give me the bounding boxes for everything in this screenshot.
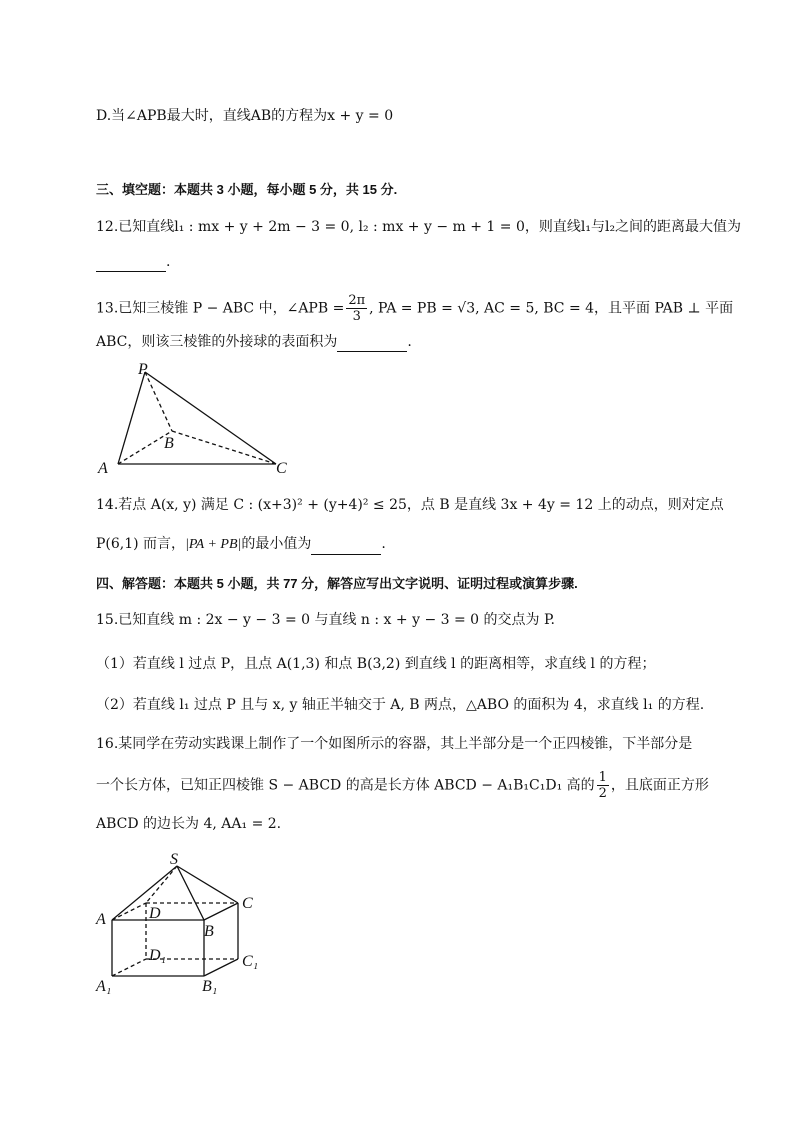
label-A: A (96, 911, 106, 928)
edge-B1C1 (204, 959, 238, 976)
edge-SD (146, 866, 177, 903)
q13-pyramid-figure (90, 358, 300, 480)
label-B: B (204, 923, 214, 940)
q13-text-b: , PA = PB = √3, AC = 5, BC = 4，且平面 PAB ⊥ 平面 (369, 300, 734, 317)
q13-stem-line1 (96, 293, 733, 324)
q16-fraction (597, 770, 609, 801)
q16-stem-line2 (96, 770, 709, 801)
q13-text-c: ABC，则该三棱锥的外接球的表面积为 (96, 334, 338, 350)
label-C: C (242, 895, 253, 912)
q16-stem-line3: ABCD 的边长为 4, AA₁ = 2. (96, 816, 282, 832)
label-S: S (170, 851, 178, 868)
q15-stem: 15.已知直线 m : 2x − y − 3 = 0 与直线 n : x + y − 3 = 0 的交点为 P. (96, 612, 556, 628)
q13-frac-num: 2π (348, 293, 366, 308)
q14-text-c: . (381, 536, 386, 552)
q15-part1: （1）若直线 l 过点 P，且点 A(1,3) 和点 B(3,2) 到直线 l 的距离相等，求直线 l 的方程； (96, 656, 656, 672)
q14-vector-expression: |PA + PB| (185, 537, 242, 552)
q13-answer-blank[interactable] (337, 337, 407, 352)
label-B1: B₁ (202, 978, 218, 995)
section-3-heading: 三、填空题：本题共 3 小题，每小题 5 分，共 15 分. (96, 182, 398, 197)
q13-text-a: 13.已知三棱锥 P − ABC 中，∠APB = (96, 300, 345, 317)
edge-SA (112, 866, 177, 920)
edge-BC (204, 903, 238, 920)
label-C1: C₁ (242, 953, 259, 970)
q16-text-a: 一个长方体，已知正四棱锥 S − ABCD 的高是长方体 ABCD − A₁B₁C₁D₁ 高的 (96, 777, 595, 794)
edge-BC (172, 431, 276, 464)
q12-answer-line (96, 252, 170, 272)
label-D1: D₁ (149, 947, 167, 964)
label-B: B (164, 435, 174, 452)
q12-tail: . (166, 254, 171, 270)
q16-frac-den: 2 (598, 786, 607, 801)
q12-stem: 12.已知直线l₁ : mx + y + 2m − 3 = 0, l₂ : mx + y − m + 1 = 0，则直线l₁与l₂之间的距离最大值为 (96, 219, 742, 235)
q13-frac-den: 3 (352, 309, 361, 324)
q16-stem-line1: 16.某同学在劳动实践课上制作了一个如图所示的容器，其上半部分是一个正四棱锥，下半部分是 (96, 736, 693, 752)
q11-option-d: D.当∠APB最大时，直线AB的方程为x + y = 0 (96, 108, 394, 124)
q14-text-a: P(6,1) 而言， (96, 536, 186, 552)
q13-stem-line2 (96, 332, 412, 352)
label-A: A (98, 460, 108, 477)
label-D: D (149, 905, 161, 922)
section-4-heading: 四、解答题：本题共 5 小题，共 77 分，解答应写出文字说明、证明过程或演算步骤. (96, 576, 578, 591)
q14-text-b: 的最小值为 (241, 536, 312, 552)
q15-part2: （2）若直线 l₁ 过点 P 且与 x, y 轴正半轴交于 A, B 两点，△ABO 的面积为 4，求直线 l₁ 的方程. (96, 697, 705, 713)
q16-text-b: ，且底面正方形 (610, 777, 709, 794)
q16-container-figure (92, 848, 272, 998)
q14-stem-line2 (96, 534, 386, 555)
q14-stem-line1: 14.若点 A(x, y) 满足 C : (x+3)² + (y+4)² ≤ 25，点 B 是直线 3x + 4y = 12 上的动点，则对定点 (96, 497, 724, 513)
q14-answer-blank[interactable] (311, 540, 381, 555)
label-P: P (138, 361, 148, 378)
label-C: C (276, 460, 287, 477)
edge-PA (118, 372, 145, 464)
label-A1: A₁ (96, 978, 112, 995)
q13-text-d: . (407, 334, 412, 350)
edge-A1D1 (112, 959, 146, 976)
q12-answer-blank[interactable] (96, 257, 166, 272)
q16-frac-num: 1 (598, 770, 607, 785)
q13-fraction (346, 293, 367, 324)
